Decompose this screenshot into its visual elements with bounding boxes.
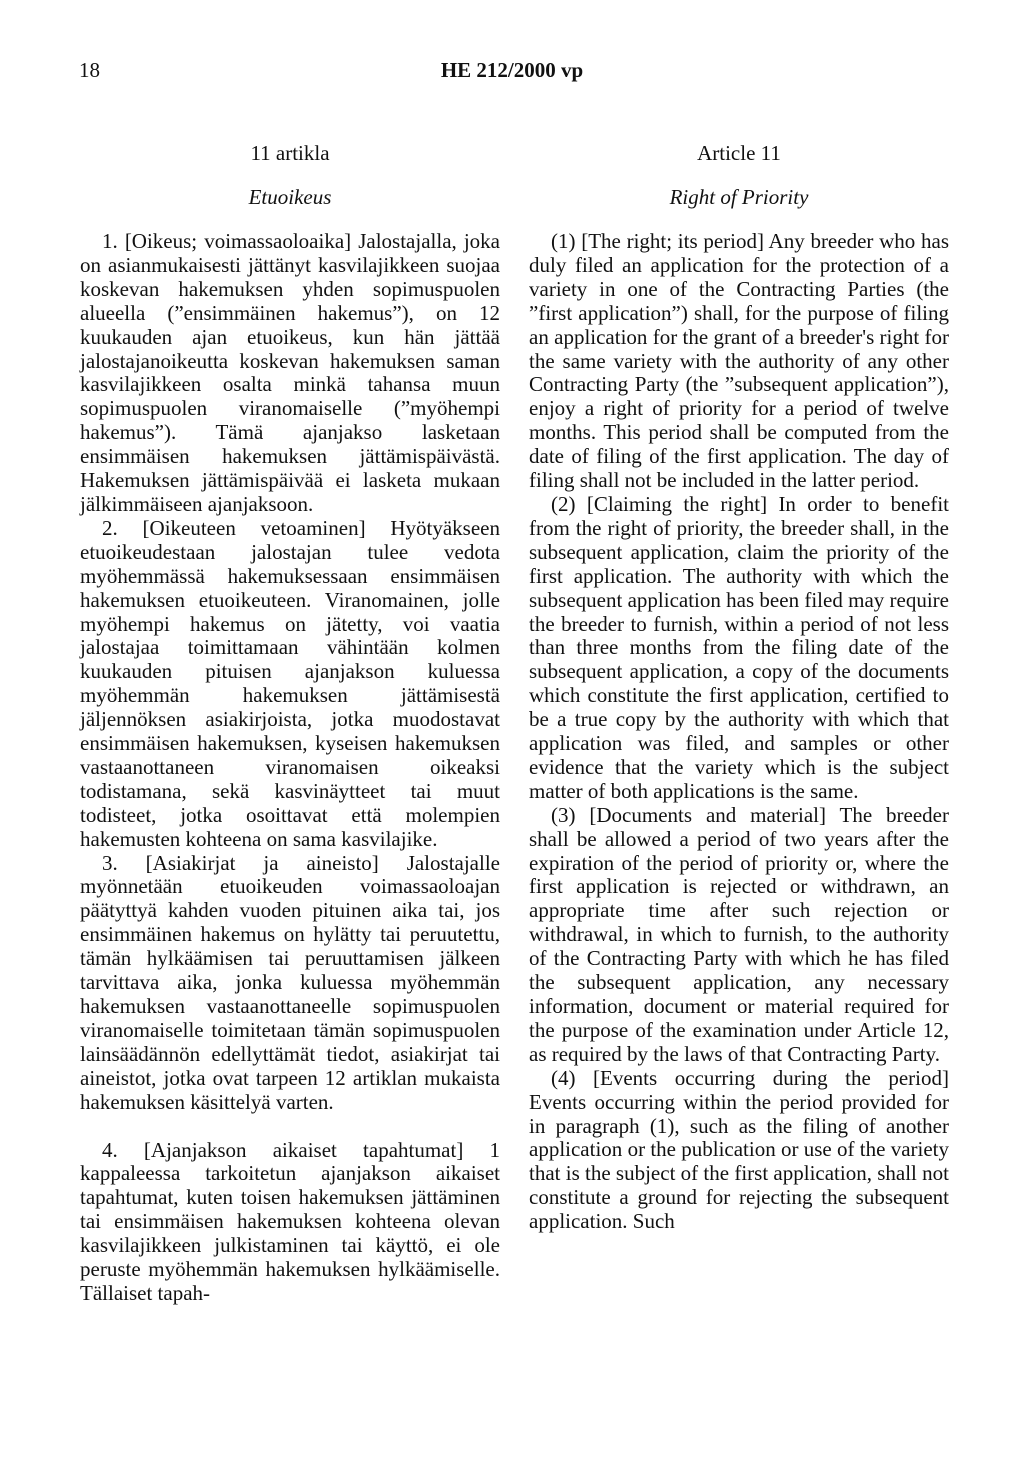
finnish-article-heading: 11 artikla xyxy=(250,141,330,165)
english-paragraph-2: (2) [Claiming the right] In order to benefit from the right of priority, the breeder shall, in the subsequent application, claim the priority of the first application. The authority with which the subsequent application has been filed may require the breeder to furnish, within a period of not less than three months from the filing date of the subsequent application, a copy of the documents which constitute the first application, certified to be a true copy by the authority with which that application was filed, and samples or other evidence that the variety which is the subject matter of both applications is the same. xyxy=(529,491,949,803)
document-id: HE 212/2000 vp xyxy=(440,58,584,82)
finnish-paragraph-1: 1. [Oikeus; voimassaoloaika] Jalostajalla, joka on asianmukaisesti jättänyt kasvilajikkeen suojaa koskevan hakemuksen yhden sopimuspuolen alueella (”ensimmäinen hakemus”), on 12 kuukauden ajan etuoikeus, kun hän jättää jalostajanoikeutta koskevan hakemuksen saman kasvilajikkeen osalta minkä tahansa muun sopimuspuolen viranomaiselle (”myöhempi hakemus”). Tämä ajanjakso lasketaan ensimmäisen hakemuksen jättämispäivästä. Hakemuksen jättämispäivää ei lasketa mukaan jälkimmäiseen ajanjaksoon. xyxy=(80,229,500,516)
english-paragraph-1: (1) [The right; its period] Any breeder who has duly filed an application for the protection of a variety in one of the Contracting Parties (the ”first application”) shall, for the purpose of filing an application for the grant of a breeder's right for the same variety with the authority of any other Contracting Party (the ”subsequent application”), enjoy a right of priority for a period of twelve months. This period shall be computed from the date of filing of the first application. The day of filing shall not be included in the latter period. xyxy=(529,229,949,493)
english-column xyxy=(529,142,949,1234)
english-article-heading: Article 11 xyxy=(697,141,781,165)
english-article-title: Right of Priority xyxy=(669,185,809,209)
finnish-paragraph-2: 2. [Oikeuteen vetoaminen] Hyötyäkseen etuoikeudestaan jalostajan tulee vedota myöhemmässä hakemuksessaan ensimmäisen hakemuksen etuoikeuteen. Viranomainen, jolle myöhempi hakemus on jätetty, voi vaatia jalostajaa toimittamaan vähintään kolmen kuukauden pituisen ajanjakson kuluessa myöhemmän hakemuksen jättämisestä jäljennöksen asiakirjoista, jotka muodostavat ensimmäisen hakemuksen, kyseisen hakemuksen vastaanottaneen viranomaisen oikeaksi todistamana, sekä kasvinäytteet tai muut todisteet, jotka osoittavat että molempien hakemusten kohteena on sama kasvilajike. xyxy=(80,515,500,851)
finnish-column xyxy=(80,142,500,1306)
finnish-paragraph-4: 4. [Ajanjakson aikaiset tapahtumat] 1 kappaleessa tarkoitetun ajanjakson aikaiset tapahtumat, kuten toisen hakemuksen jättäminen tai ensimmäisen hakemuksen kohteena olevan kasvilajikkeen julkistaminen tai käyttö, ei ole peruste myöhemmän hakemuksen hylkäämiselle. Tällaiset tapah- xyxy=(80,1137,500,1305)
english-paragraph-3: (3) [Documents and material] The breeder shall be allowed a period of two years after the expiration of the period of priority or, where the first application is rejected or withdrawn, an appropriate time after such rejection or withdrawal, in which to furnish, to the authority of the Contracting Party with which he has filed the subsequent application, any necessary information, document or material required for the purpose of the examination under Article 12, as required by the laws of that Contracting Party. xyxy=(529,802,949,1066)
page-number: 18 xyxy=(79,58,100,82)
english-paragraph-4: (4) [Events occurring during the period] Events occurring within the period provided for in paragraph (1), such as the filing of another application or the publication or use of the variety that is the subject of the first application, shall not constitute a ground for rejecting the subsequent application. Such xyxy=(529,1065,949,1234)
finnish-paragraph-3: 3. [Asiakirjat ja aineisto] Jalostajalle myönnetään etuoikeuden voimassaoloajan päätyttyä kahden vuoden pituinen aika tai, jos ensimmäinen hakemus on hylätty tai peruutettu, tämän hylkäämisen tai peruuttamisen jälkeen tarvittava aika, jonka kuluessa myöhemmän hakemuksen vastaanottaneelle sopimuspuolen viranomaiselle toimitetaan tämän sopimuspuolen lainsäädännön edellyttämät tiedot, asiakirjat tai aineistot, jotka ovat tarpeen 12 artiklan mukaista hakemuksen käsittelyä varten. xyxy=(80,850,500,1114)
finnish-article-title: Etuoikeus xyxy=(248,185,332,209)
